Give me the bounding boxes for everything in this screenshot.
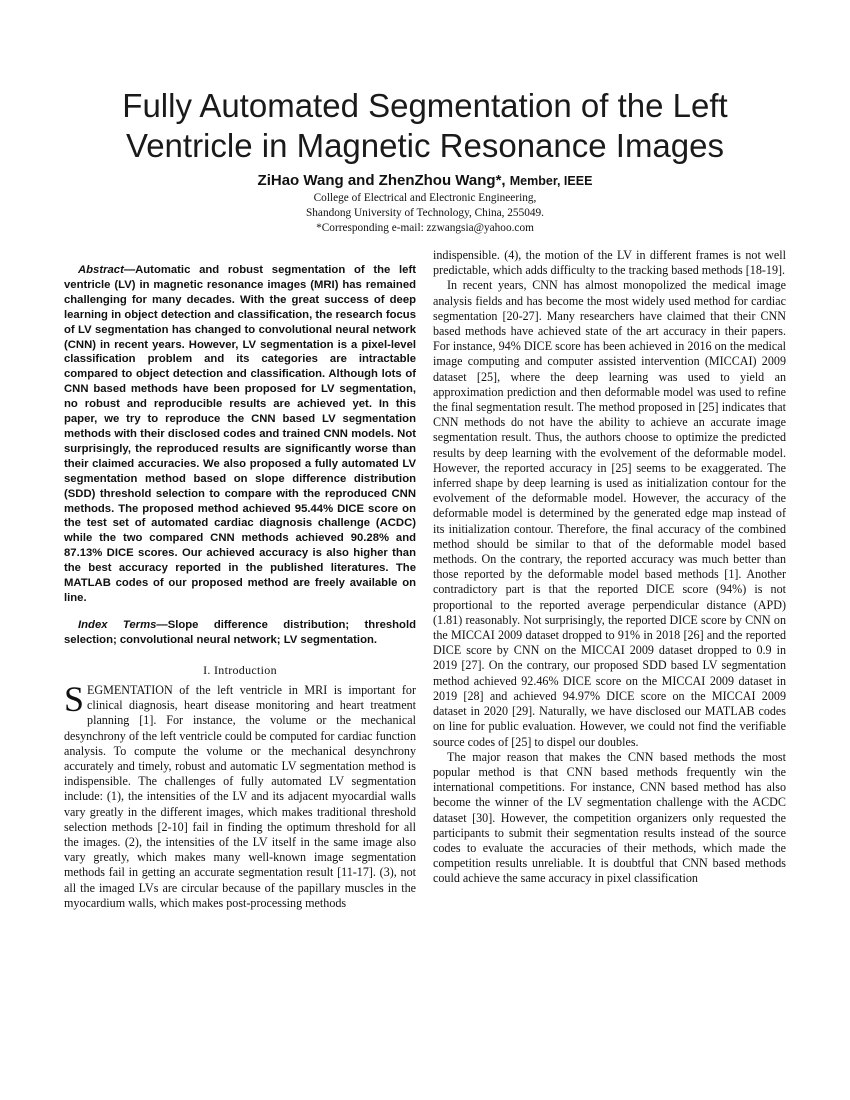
intro-text: EGMENTATION of the left ventricle in MRI is important for clinical diagnosis, heart disease monitoring and heart treatment planning [1]. For instance, the volume or the mechanical desynchrony of the left ventricle could be computed for cardiac function analysis. To compute the volume or the mechanical desynchrony accurately and timely, robust and automatic LV segmentation method is indispensible. The challenges of fully automated LV segmentation include: (1), the intensities of the LV and its adjacent myocardial walls vary greatly in the different images, which makes traditional threshold selection methods [2-10] fail in finding the optimum threshold for all the images. (2), the intensities of the LV itself in the same image also vary greatly, which makes many well-known image segmentation methods fail in getting an accurate segmentation result [11-17]. (3), not all the imaged LVs are circular because of the papillary muscles in the myocardium walls, which makes post-processing methods	[64, 683, 416, 910]
index-terms	[64, 618, 416, 648]
body-paragraph: In recent years, CNN has almost monopolized the medical image analysis fields and has become the most widely used method for cardiac segmentation [20-27]. Many researchers have claimed that their CNN based methods have achieved state of the art accuracy in their papers. For instance, 94% DICE score has been achieved in 2016 on the medical image computing and computer assisted intervention (MICCAI) 2009 dataset [25], where the deep learning was used to yield an approximation prediction and then deformable model was used to refine the final segmentation result. The method proposed in [25] indicates that CNN methods do not have the ability to achieve an accurate image segmentation result. Thus, the authors choose to optimize the predicted results by deep learning with the evolvement of the deformable model. However, the reported accuracy in [25] seems to be exaggerated. The inferred shape by deep learning is used as initialization contour for the evolvement of the deformable model. However, the accuracy of the deformable model is determined by the generated edge map instead of its initialization contour. Therefore, the final accuracy of the combined method should be similar to that of the deformable model based methods. On the contrary, the reported accuracy was much better than those reported by the deformable model based methods [1]. Another contradictory part is that the reported DICE score (94%) is not proportional to the reported average perpendicular distance (APD) (1.81) reasonably. Not surprisingly, the reported DICE score by CNN on the MICCAI 2009 dataset dropped to 91% in 2018 [26] and the reported DICE score by CNN on the MICCAI 2009 dataset dropped to 0.9 in 2019 [27]. On the contrary, our proposed SDD based LV segmentation method achieved 92.46% DICE score on the MICCAI 2009 dataset in 2019 [28] and achieved 94.97% DICE score on the MICCAI 2009 dataset in 2020 [29]. Naturally, we have disclosed our MATLAB codes on line for public evaluation. However, we could not find the verifiable source codes of [25] to dispel our doubles.	[433, 278, 786, 749]
abstract-text: —Automatic and robust segmentation of the left ventricle (LV) in magnetic resonance images (MRI) has remained challenging for many decades. With the great success of deep learning in object detection and classification, the research focus of LV segmentation has changed to convolutional neural network (CNN) in recent years. However, LV segmentation is a pixel-level classification problem and its categories are intractable compared to object detection and classification. Although lots of CNN based methods have been proposed for LV segmentation, no robust and reproducible results are achieved yet. In this paper, we try to reproduce the CNN based LV segmentation methods with their disclosed codes and trained CNN models. Not surprisingly, the reproduced results are significantly worse than their claimed accuracies. We also proposed a fully automated LV segmentation method based on slope difference distribution (SDD) threshold selection to compare with the reproduced CNN methods. The proposed method achieved 95.44% DICE score on the test set of automated cardiac diagnosis challenge (ACDC) while the two compared CNN methods achieved 90.28% and 87.13% DICE scores. Our achieved accuracy is also higher than the best accuracy reported in the published literatures. The MATLAB codes of our proposed method are freely available on line.	[64, 264, 416, 604]
affiliation-line: Shandong University of Technology, China, 255049.	[306, 207, 544, 219]
ieee-membership: Member, IEEE	[509, 174, 593, 188]
abstract	[64, 263, 416, 606]
drop-cap: S	[64, 679, 85, 720]
author-line	[100, 172, 750, 189]
index-terms-text: —Slope difference distribution; threshold selection; convolutional neural network; LV segmentation.	[64, 618, 417, 646]
author-names: ZiHao Wang and ZhenZhou Wang*,	[257, 172, 506, 189]
corresponding-email: *Corresponding e-mail: zzwangsia@yahoo.com	[316, 222, 534, 234]
right-column	[433, 248, 786, 887]
affiliation-line: College of Electrical and Electronic Engineering,	[313, 192, 537, 204]
section-heading-introduction: I. Introduction	[203, 662, 277, 677]
abstract-label: Abstract	[78, 264, 124, 276]
paper-title: Fully Automated Segmentation of the Left Ventricle in Magnetic Resonance Images	[122, 87, 728, 164]
intro-paragraph	[64, 679, 416, 911]
body-paragraph: The major reason that makes the CNN based methods the most popular method is that CNN based methods frequently win the international competitions. For instance, CNN based method has also become the winner of the LV segmentation challenge with the ACDC dataset [30]. However, the competition organizers only requested the participants to submit their segmentation results instead of the source codes to evaluate the accuracies of their methods, which made the competition results unreliable. It is doubtful that CNN based methods could achieve the same accuracy in pixel classification	[433, 749, 786, 886]
index-terms-label: Index Terms	[78, 618, 157, 631]
affiliation-block	[150, 191, 700, 236]
body-paragraph: indispensible. (4), the motion of the LV in different frames is not well predictable, which adds difficulty to the tracking based methods [18-19].	[433, 248, 786, 278]
left-column	[64, 263, 416, 911]
